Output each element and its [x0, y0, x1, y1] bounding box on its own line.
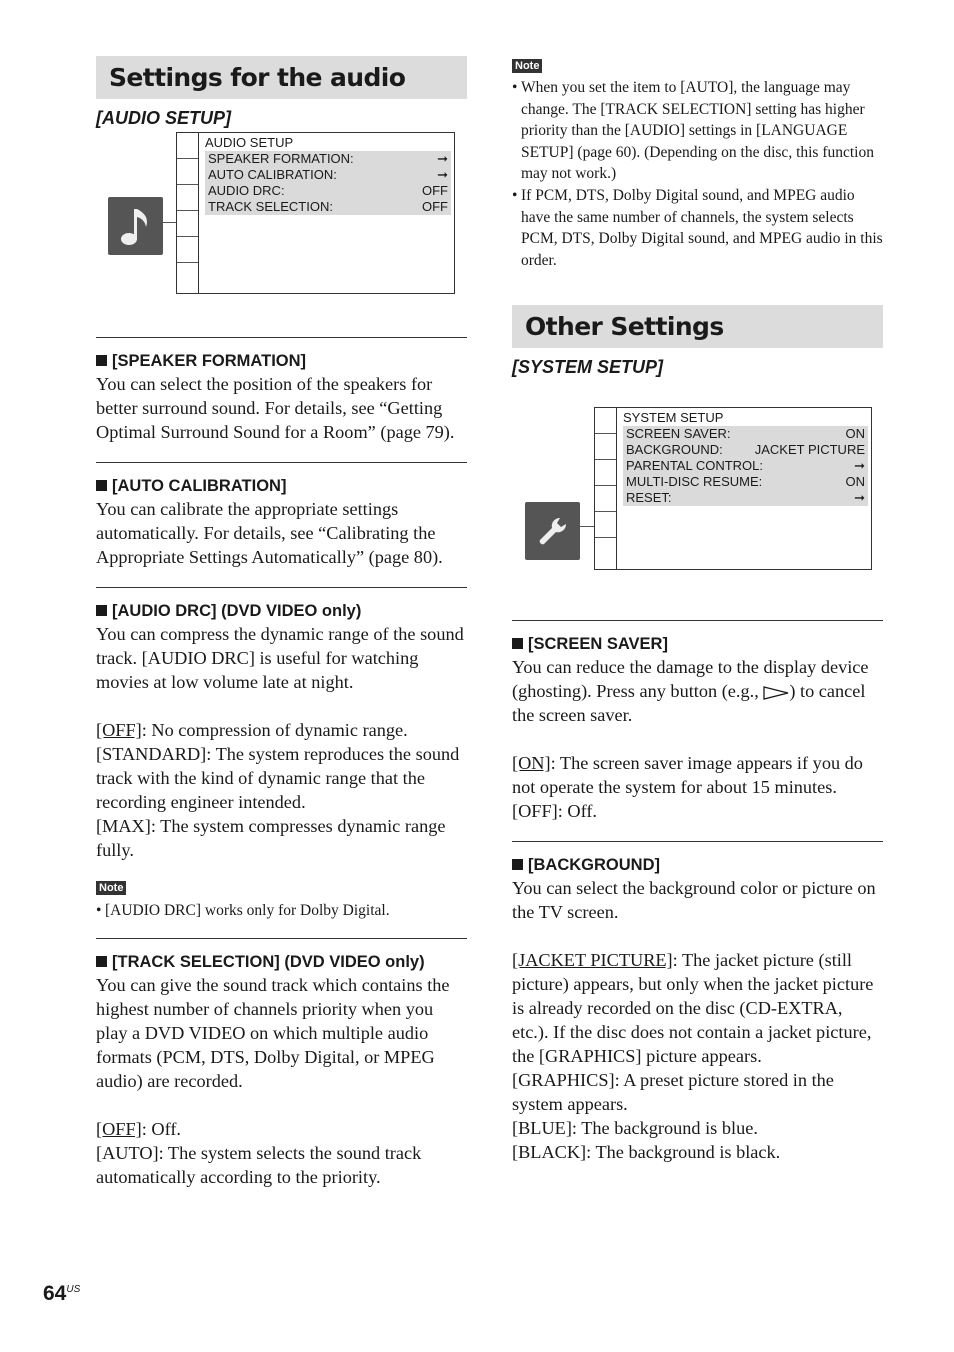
menu-tabs	[177, 133, 199, 293]
audio-icon-box	[108, 197, 163, 255]
bullet-square-icon	[512, 859, 523, 870]
note-item: • If PCM, DTS, Dolby Digital sound, and MPEG audio have the same number of channels, the system selects PCM, DTS, Dolby Digital sound, and MPEG audio in this order.	[512, 185, 883, 271]
menu-row-value: OFF	[422, 183, 448, 198]
divider	[512, 841, 883, 842]
menu-row-label: AUDIO DRC:	[208, 183, 285, 198]
subsection-system-setup: [SYSTEM SETUP]	[512, 357, 664, 378]
menu-tab	[595, 460, 616, 486]
menu-row-label: PARENTAL CONTROL:	[626, 458, 764, 474]
item-text: You can give the sound track which contains the highest number of channels priority when you play a DVD VIDEO on which multiple audio formats (PCM, DTS, Dolby Digital, or MPEG audio) are recorded.	[96, 974, 450, 1091]
menu-rows	[623, 426, 868, 506]
menu-tabs	[595, 408, 617, 569]
wrench-icon	[536, 514, 570, 548]
menu-tab	[177, 133, 198, 159]
option-text: [MAX]: The system compresses dynamic range fully.	[96, 816, 446, 860]
item-heading-track-selection: [TRACK SELECTION] (DVD VIDEO only)	[96, 951, 467, 973]
menu-tab	[177, 237, 198, 263]
menu-row-label: SCREEN SAVER:	[626, 426, 731, 442]
menu-row-value: ON	[845, 426, 865, 442]
bullet-square-icon	[96, 480, 107, 491]
menu-tab	[595, 434, 616, 460]
option-text: [OFF]: Off.	[512, 801, 597, 822]
bullet-square-icon	[512, 638, 523, 649]
menu-row	[205, 151, 451, 167]
menu-row-value: ON	[845, 474, 865, 490]
menu-row-value: JACKET PICTURE	[754, 442, 865, 458]
note-item: • When you set the item to [AUTO], the language may change. The [TRACK SELECTION] setting has higher priority than the [AUDIO] settings in [LANGUAGE SETUP] (page 60). (Depending on the disc, this function may not work.)	[512, 77, 883, 185]
menu-row-label: RESET:	[626, 490, 672, 506]
bullet-square-icon	[96, 355, 107, 366]
menu-tab-selected	[177, 211, 198, 237]
item-heading-audio-drc: [AUDIO DRC] (DVD VIDEO only)	[96, 600, 467, 622]
note-badge: Note	[96, 881, 126, 895]
section-heading-audio: Settings for the audio	[96, 56, 467, 99]
item-text: You can compress the dynamic range of the sound track. [AUDIO DRC] is useful for watching movies at low volume late at night.	[96, 624, 464, 692]
left-column	[96, 56, 467, 1189]
menu-tab	[177, 185, 198, 211]
option-text: [STANDARD]: The system reproduces the sound track with the kind of dynamic range that the recording engineer intended.	[96, 744, 460, 812]
note-item: • [AUDIO DRC] works only for Dolby Digital.	[96, 900, 467, 922]
menu-row-label: MULTI-DISC RESUME:	[626, 474, 763, 490]
bullet-square-icon	[96, 605, 107, 616]
menu-tab	[595, 486, 616, 512]
item-text: You can select the background color or picture on the TV screen.	[512, 878, 876, 923]
menu-title: AUDIO SETUP	[205, 135, 294, 150]
page-suffix: US	[66, 1284, 81, 1295]
menu-row-label: TRACK SELECTION:	[208, 199, 333, 214]
option-text: [BLACK]: The background is black.	[512, 1142, 781, 1163]
menu-row-label: SPEAKER FORMATION:	[208, 151, 354, 166]
menu-tab-selected	[595, 512, 616, 538]
music-note-icon	[119, 205, 153, 247]
right-column	[512, 56, 883, 1164]
menu-row	[623, 490, 868, 506]
note-block	[512, 56, 883, 271]
item-heading-background: [BACKGROUND]	[512, 854, 883, 876]
menu-tab	[177, 263, 198, 289]
option-text: [ON]: The screen saver image appears if you do not operate the system for about 15 minutes.	[512, 753, 863, 798]
note-list	[512, 77, 883, 271]
menu-tab	[595, 538, 616, 564]
menu-row-label: BACKGROUND:	[626, 442, 723, 458]
item-heading-speaker-formation: [SPEAKER FORMATION]	[96, 350, 467, 372]
menu-tab	[595, 408, 616, 434]
menu-row-value: OFF	[422, 199, 448, 214]
menu-row-value: ➞	[437, 167, 448, 182]
section-heading-other: Other Settings	[512, 305, 883, 348]
subsection-audio-setup: [AUDIO SETUP]	[96, 108, 231, 128]
option-text: [JACKET PICTURE]: The jacket picture (still picture) appears, but only when the jacket picture is already recorded on the disc (CD-EXTRA, etc.). If the disc does not contain a jacket picture, the [GRAPHICS] picture appears.	[512, 950, 874, 1067]
menu-row	[623, 442, 868, 458]
system-setup-menu-figure	[512, 378, 883, 620]
menu-row-value: ➞	[854, 490, 865, 506]
menu-row	[205, 183, 451, 199]
option-text: [GRAPHICS]: A preset picture stored in the system appears.	[512, 1070, 834, 1115]
option-text: [OFF]: Off.	[96, 1118, 181, 1139]
item-heading-auto-calibration: [AUTO CALIBRATION]	[96, 475, 467, 497]
bullet-square-icon	[96, 956, 107, 967]
audio-setup-screen	[176, 132, 455, 294]
divider	[96, 938, 467, 939]
menu-row-label: AUTO CALIBRATION:	[208, 167, 337, 182]
option-text: [BLUE]: The background is blue.	[512, 1118, 758, 1139]
item-text: You can select the position of the speakers for better surround sound. For details, see “Getting Optimal Surround Sound for a Room” (page 79).	[96, 374, 455, 442]
divider	[96, 337, 467, 338]
system-setup-screen	[594, 407, 872, 570]
system-icon-box	[525, 502, 580, 560]
play-button-icon	[763, 686, 789, 700]
item-heading-screen-saver: [SCREEN SAVER]	[512, 633, 883, 655]
audio-setup-menu-figure	[96, 129, 467, 337]
note-block	[96, 878, 467, 922]
menu-row	[205, 199, 451, 215]
menu-row	[623, 458, 868, 474]
menu-row-value: ➞	[854, 458, 865, 474]
item-text: You can reduce the damage to the display device (ghosting). Press any button (e.g., ) to cancel the screen saver.	[512, 657, 869, 726]
menu-title: SYSTEM SETUP	[623, 410, 724, 426]
menu-tab	[177, 159, 198, 185]
menu-row	[205, 167, 451, 183]
divider	[96, 587, 467, 588]
item-text: You can calibrate the appropriate settings automatically. For details, see “Calibrating the Appropriate Settings Automatically” (page 80).	[96, 499, 443, 567]
divider	[512, 620, 883, 621]
note-badge: Note	[512, 59, 542, 73]
menu-row	[623, 426, 868, 442]
option-text: [OFF]: No compression of dynamic range.	[96, 720, 408, 740]
note-list	[96, 900, 467, 922]
menu-row	[623, 474, 868, 490]
option-text: [AUTO]: The system selects the sound track automatically according to the priority.	[96, 1142, 422, 1187]
menu-row-value: ➞	[437, 151, 448, 166]
page-number: $64^{US}$	[43, 1282, 81, 1305]
divider	[96, 462, 467, 463]
menu-rows	[205, 151, 451, 215]
